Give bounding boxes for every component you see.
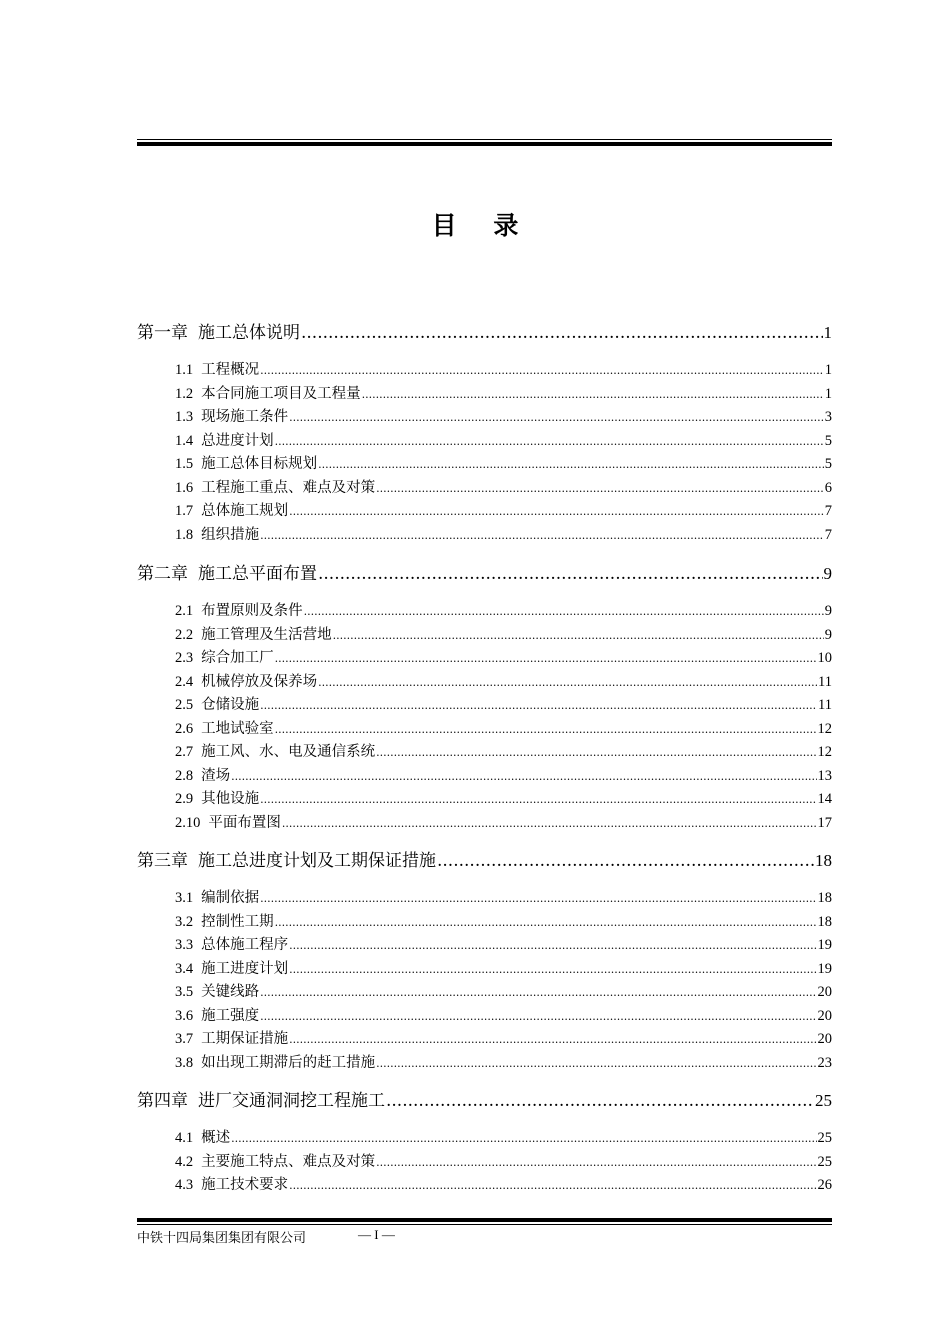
toc-section-entry[interactable] bbox=[175, 523, 832, 544]
leader-dots bbox=[289, 1179, 816, 1192]
section-title: 平面布置图 bbox=[208, 814, 281, 831]
header-rule bbox=[137, 139, 832, 146]
section-page-number: 9 bbox=[824, 626, 832, 643]
section-page-number: 12 bbox=[817, 744, 832, 760]
toc-section-entry[interactable] bbox=[175, 1150, 832, 1171]
section-page-number: 3 bbox=[824, 409, 832, 425]
section-title: 主要施工特点、难点及对策 bbox=[201, 1153, 376, 1170]
toc-section-entry[interactable] bbox=[175, 499, 832, 520]
footer-page-number: — I — bbox=[358, 1227, 395, 1242]
chapter-title: 施工总体说明 bbox=[198, 323, 300, 343]
leader-dots bbox=[260, 1010, 816, 1023]
section-number: 4.3 bbox=[175, 1177, 194, 1193]
leader-dots bbox=[333, 629, 824, 642]
section-page-number: 25 bbox=[817, 1153, 832, 1170]
section-title: 控制性工期 bbox=[201, 913, 274, 930]
toc-chapter-entry[interactable] bbox=[137, 846, 832, 871]
section-number: 2.4 bbox=[175, 673, 194, 690]
section-page-number: 9 bbox=[824, 603, 832, 619]
section-title: 布置原则及条件 bbox=[201, 603, 303, 619]
section-page-number: 20 bbox=[817, 1031, 832, 1047]
section-page-number: 12 bbox=[817, 720, 832, 737]
leader-dots bbox=[289, 505, 824, 518]
leader-dots bbox=[362, 388, 824, 401]
section-title: 关键线路 bbox=[201, 984, 260, 1000]
section-title: 渣场 bbox=[201, 767, 231, 784]
section-number: 1.5 bbox=[175, 456, 194, 472]
chapter-page-number: 25 bbox=[815, 1091, 832, 1110]
leader-dots bbox=[318, 564, 823, 584]
section-number: 3.8 bbox=[175, 1054, 194, 1071]
leader-dots bbox=[304, 605, 824, 618]
toc-chapter-entry[interactable] bbox=[137, 559, 832, 584]
chapter-page-number: 9 bbox=[823, 564, 832, 583]
toc-chapter-entry[interactable] bbox=[137, 318, 832, 343]
section-page-number: 26 bbox=[817, 1177, 832, 1193]
toc-section-entry[interactable] bbox=[175, 980, 832, 1001]
leader-dots bbox=[275, 916, 817, 929]
leader-dots bbox=[386, 1091, 814, 1111]
toc-section-entry[interactable] bbox=[175, 623, 832, 644]
section-number: 2.3 bbox=[175, 650, 194, 666]
section-number: 2.6 bbox=[175, 720, 194, 737]
chapter-number: 第四章 bbox=[137, 1091, 188, 1111]
section-page-number: 20 bbox=[817, 984, 832, 1000]
section-title: 综合加工厂 bbox=[201, 650, 274, 666]
leader-dots bbox=[260, 892, 816, 905]
toc-section-entry[interactable] bbox=[175, 886, 832, 907]
footer-rule bbox=[137, 1218, 832, 1225]
leader-dots bbox=[289, 963, 816, 976]
section-title: 机械停放及保养场 bbox=[201, 673, 318, 690]
leader-dots bbox=[376, 1156, 816, 1169]
toc-section-entry[interactable] bbox=[175, 787, 832, 808]
section-page-number: 11 bbox=[818, 673, 832, 690]
section-number: 3.6 bbox=[175, 1007, 194, 1024]
toc-section-entry[interactable] bbox=[175, 717, 832, 738]
toc-section-entry[interactable] bbox=[175, 1051, 832, 1072]
section-page-number: 23 bbox=[817, 1054, 832, 1071]
section-title: 工地试验室 bbox=[201, 720, 274, 737]
section-number: 1.6 bbox=[175, 479, 194, 496]
section-number: 3.7 bbox=[175, 1031, 194, 1047]
toc-section-entry[interactable] bbox=[175, 670, 832, 691]
section-title: 工期保证措施 bbox=[201, 1031, 289, 1047]
toc-section-entry[interactable] bbox=[175, 646, 832, 667]
section-number: 1.1 bbox=[175, 362, 194, 378]
section-number: 2.1 bbox=[175, 603, 194, 619]
section-page-number: 10 bbox=[817, 650, 832, 666]
section-title: 施工总体目标规划 bbox=[201, 456, 318, 472]
toc-section-entry[interactable] bbox=[175, 764, 832, 785]
leader-dots bbox=[260, 529, 824, 542]
toc-section-entry[interactable] bbox=[175, 1126, 832, 1147]
toc-section-entry[interactable] bbox=[175, 740, 832, 761]
toc-section-entry[interactable] bbox=[175, 1004, 832, 1025]
leader-dots bbox=[231, 770, 816, 783]
toc-section-entry[interactable] bbox=[175, 1027, 832, 1048]
toc-section-entry[interactable] bbox=[175, 476, 832, 497]
toc-section-entry[interactable] bbox=[175, 957, 832, 978]
leader-dots bbox=[437, 851, 814, 871]
section-number: 4.2 bbox=[175, 1153, 194, 1170]
chapter-title: 施工总进度计划及工期保证措施 bbox=[198, 851, 436, 871]
leader-dots bbox=[301, 323, 823, 343]
section-page-number: 5 bbox=[824, 432, 832, 449]
toc-section-entry[interactable] bbox=[175, 811, 832, 832]
section-title: 现场施工条件 bbox=[201, 409, 289, 425]
leader-dots bbox=[289, 411, 824, 424]
leader-dots bbox=[318, 676, 817, 689]
section-title: 工程施工重点、难点及对策 bbox=[201, 479, 376, 496]
toc-chapter-entry[interactable] bbox=[137, 1086, 832, 1111]
chapter-title: 进厂交通洞洞挖工程施工 bbox=[198, 1091, 385, 1111]
section-title: 编制依据 bbox=[201, 890, 260, 906]
section-number: 2.2 bbox=[175, 626, 194, 643]
section-title: 施工管理及生活营地 bbox=[201, 626, 332, 643]
footer-company: 中铁十四局集团集团有限公司 bbox=[137, 1231, 307, 1246]
section-page-number: 19 bbox=[817, 960, 832, 977]
toc-section-entry[interactable] bbox=[175, 405, 832, 426]
section-number: 2.5 bbox=[175, 697, 194, 713]
leader-dots bbox=[275, 435, 824, 448]
leader-dots bbox=[260, 364, 824, 377]
leader-dots bbox=[282, 817, 817, 830]
section-title: 总体施工规划 bbox=[201, 503, 289, 519]
section-page-number: 11 bbox=[818, 697, 832, 713]
section-number: 3.4 bbox=[175, 960, 194, 977]
chapter-page-number: 18 bbox=[815, 851, 832, 870]
leader-dots bbox=[231, 1132, 816, 1145]
section-number: 1.2 bbox=[175, 385, 194, 402]
section-number: 3.2 bbox=[175, 913, 194, 930]
section-number: 1.3 bbox=[175, 409, 194, 425]
section-page-number: 18 bbox=[817, 890, 832, 906]
section-page-number: 13 bbox=[817, 767, 832, 784]
section-page-number: 7 bbox=[824, 526, 832, 543]
section-title: 本合同施工项目及工程量 bbox=[201, 385, 361, 402]
section-page-number: 14 bbox=[817, 791, 832, 807]
section-number: 3.1 bbox=[175, 890, 194, 906]
section-title: 总体施工程序 bbox=[201, 937, 289, 953]
section-title: 仓储设施 bbox=[201, 697, 260, 713]
section-number: 1.8 bbox=[175, 526, 194, 543]
leader-dots bbox=[289, 1033, 816, 1046]
section-page-number: 20 bbox=[817, 1007, 832, 1024]
section-number: 4.1 bbox=[175, 1130, 194, 1146]
leader-dots bbox=[260, 699, 817, 712]
toc-section-entry[interactable] bbox=[175, 382, 832, 403]
section-number: 3.5 bbox=[175, 984, 194, 1000]
section-number: 3.3 bbox=[175, 937, 194, 953]
toc-section-entry[interactable] bbox=[175, 1173, 832, 1194]
section-title: 施工进度计划 bbox=[201, 960, 289, 977]
section-page-number: 5 bbox=[824, 456, 832, 472]
leader-dots bbox=[275, 723, 817, 736]
section-title: 概述 bbox=[201, 1130, 231, 1146]
section-number: 1.7 bbox=[175, 503, 194, 519]
section-title: 总进度计划 bbox=[201, 432, 274, 449]
leader-dots bbox=[289, 939, 816, 952]
leader-dots bbox=[275, 652, 817, 665]
chapter-number: 第二章 bbox=[137, 564, 188, 584]
leader-dots bbox=[318, 458, 824, 471]
section-title: 如出现工期滞后的赶工措施 bbox=[201, 1054, 376, 1071]
section-page-number: 25 bbox=[817, 1130, 832, 1146]
section-page-number: 18 bbox=[817, 913, 832, 930]
section-page-number: 19 bbox=[817, 937, 832, 953]
section-number: 2.7 bbox=[175, 744, 194, 760]
section-title: 其他设施 bbox=[201, 791, 260, 807]
chapter-number: 第一章 bbox=[137, 323, 188, 343]
section-number: 1.4 bbox=[175, 432, 194, 449]
section-number: 2.9 bbox=[175, 791, 194, 807]
section-number: 2.8 bbox=[175, 767, 194, 784]
section-title: 施工强度 bbox=[201, 1007, 260, 1024]
section-page-number: 1 bbox=[824, 385, 832, 402]
section-number: 2.10 bbox=[175, 814, 201, 831]
leader-dots bbox=[376, 746, 816, 759]
section-title: 组织措施 bbox=[201, 526, 260, 543]
section-page-number: 7 bbox=[824, 503, 832, 519]
toc-section-entry[interactable] bbox=[175, 452, 832, 473]
toc-section-entry[interactable] bbox=[175, 933, 832, 954]
section-title: 施工技术要求 bbox=[201, 1177, 289, 1193]
leader-dots bbox=[260, 793, 816, 806]
toc-section-entry[interactable] bbox=[175, 599, 832, 620]
toc-section-entry[interactable] bbox=[175, 693, 832, 714]
leader-dots bbox=[376, 1057, 816, 1070]
leader-dots bbox=[260, 986, 816, 999]
toc-section-entry[interactable] bbox=[175, 910, 832, 931]
chapter-page-number: 1 bbox=[823, 323, 832, 342]
section-title: 施工风、水、电及通信系统 bbox=[201, 744, 376, 760]
toc-section-entry[interactable] bbox=[175, 429, 832, 450]
section-page-number: 17 bbox=[817, 814, 832, 831]
chapter-title: 施工总平面布置 bbox=[198, 564, 317, 584]
toc-section-entry[interactable] bbox=[175, 358, 832, 379]
chapter-number: 第三章 bbox=[137, 851, 188, 871]
leader-dots bbox=[376, 482, 824, 495]
section-page-number: 1 bbox=[824, 362, 832, 378]
section-page-number: 6 bbox=[824, 479, 832, 496]
page-title: 目 录 bbox=[431, 211, 533, 240]
section-title: 工程概况 bbox=[201, 362, 260, 378]
